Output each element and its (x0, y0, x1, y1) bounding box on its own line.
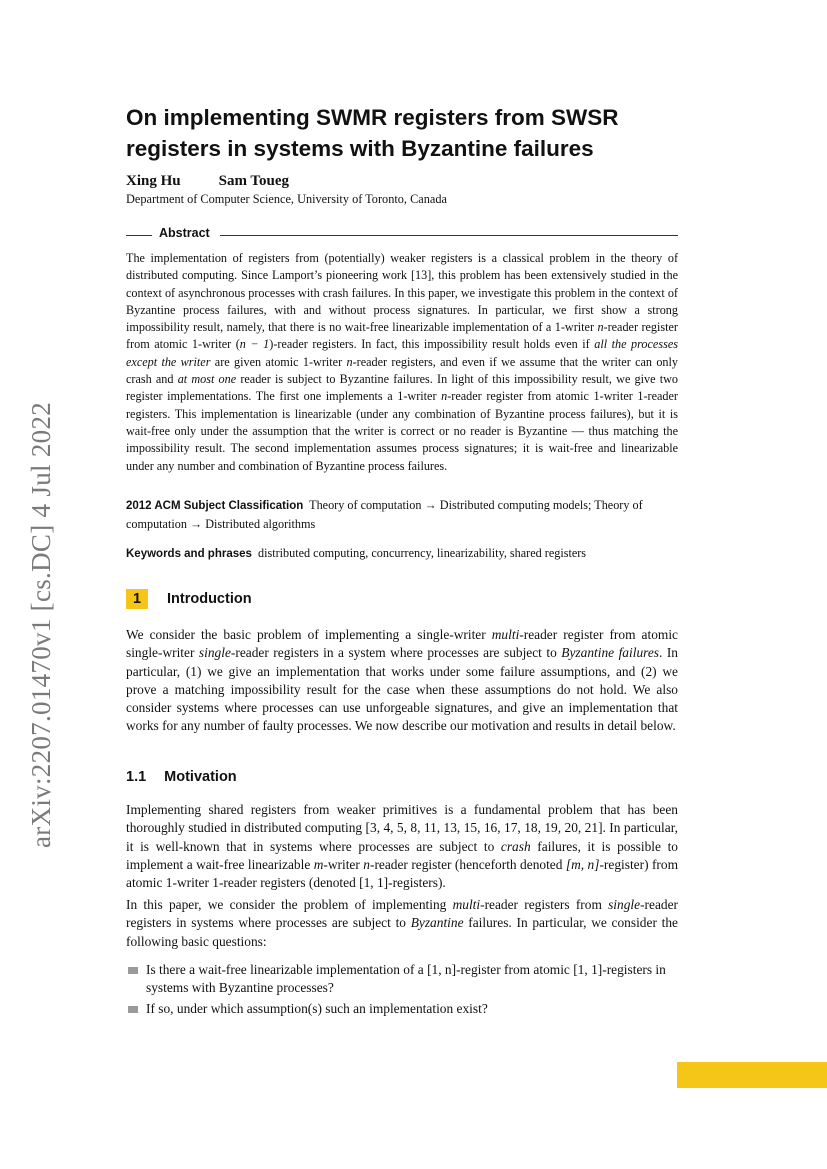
body-text: -reader register (henceforth denoted (369, 856, 566, 872)
body-text: failures. In particular, we consider the following basic questions: (126, 915, 678, 949)
intro-paragraph (126, 626, 678, 736)
body-text: -reader registers in systems where processes are subject to (126, 897, 678, 931)
abstract-text: are given atomic 1-writer (210, 354, 347, 369)
emphasis: single (608, 897, 641, 912)
acm-text: Theory of computation → Distributed computing models; Theory of computation → Distributed algorithms (126, 498, 643, 531)
abstract-text: )-reader registers. In fact, this impossibility result holds even if (269, 337, 595, 352)
keywords-text: distributed computing, concurrency, linearizability, shared registers (258, 546, 587, 560)
motivation-paragraph (126, 801, 678, 892)
body-text: We consider the basic problem of implementing a single-writer (126, 627, 492, 642)
subsection-number: 1.1 (126, 769, 147, 785)
author-list (126, 173, 327, 190)
bullet-marker (128, 967, 138, 974)
body-text: In this paper, we consider the problem of implementing (126, 897, 453, 912)
body-text: Is there a wait-free linearizable implementation of a (146, 962, 428, 977)
abstract-text: -reader registers, and even if we assume that the writer can only crash and (126, 354, 678, 387)
emphasis: at most one (177, 372, 237, 387)
author-name: Xing Hu (126, 173, 181, 189)
emphasis: multi (491, 627, 520, 642)
list-item (126, 1000, 686, 1018)
section-number-badge: 1 (126, 589, 148, 609)
body-text: -register) from atomic 1-writer 1-reader registers (denoted (126, 856, 679, 891)
paper-title (126, 102, 686, 164)
title-line-1: On implementing SWMR registers from SWSR (126, 105, 619, 130)
body-text: If so, under which assumption(s) such an implementation exist? (146, 1000, 488, 1016)
math-expr: [m, n] (565, 856, 600, 872)
body-text: -registers in systems with Byzantine processes? (146, 962, 666, 996)
abstract-text: The implementation of registers from (potentially) weaker registers is a classical problem in the theory of distributed computing. Since Lamport’s pioneering work [13], this problem has been extensively studied in the context of asynchronous processes with crash failures. In this paper, we investigate this problem in the context of Byzantine process failures, with and without process signatures. In particular, we first show a strong impossibility result, namely, that there is no wait-free linearizable implementation of a 1-writer (126, 251, 678, 335)
math-var: n (363, 856, 370, 872)
subsection-title: Motivation (164, 769, 237, 785)
title-line-2: registers in systems with Byzantine failures (126, 136, 594, 161)
body-text: -writer (323, 856, 364, 872)
emphasis: all the processes except the writer (126, 337, 678, 369)
acm-label: 2012 ACM Subject Classification (126, 500, 304, 512)
math-var: n (441, 389, 448, 404)
emphasis: Byzantine failures (561, 645, 660, 661)
body-text: -reader registers from (480, 897, 609, 912)
emphasis: crash (500, 838, 531, 854)
body-text: Implementing shared registers from weaker primitives is a fundamental problem that has been thoroughly studied in distributed computing [3, 4, 5, 8, 11, 13, 15, 16, 17, 18, 19, 20, 21]. In particular, it is well-known that in systems where processes are subject to (126, 802, 678, 854)
keywords (126, 545, 678, 564)
acm-classification (126, 497, 678, 533)
emphasis: Byzantine (410, 915, 464, 931)
math-expr: [1, 1] (359, 875, 389, 891)
body-text: -register from atomic (456, 962, 574, 977)
author-name: Sam Toueg (218, 173, 290, 189)
emphasis: single (198, 645, 231, 661)
motivation-paragraph (126, 896, 678, 951)
page-edge-tab (677, 1062, 827, 1088)
body-text: . In particular, (1) we give an implementation that works under some failure assumptions, and (2) we prove a matching impossibility result for the case when these assumptions do not hold. We also consider systems where processes can use unforgeable signatures, and give an implementation that works for any number of faulty processes. We now describe our motivation and results in detail below. (126, 645, 679, 734)
arxiv-identifier: arXiv:2207.01470v1 [cs.DC] 4 Jul 2022 (26, 401, 56, 848)
math-var: n (346, 354, 353, 369)
heading-rule (220, 235, 678, 236)
math-expr: n − 1 (239, 337, 270, 352)
subsection-heading-motivation (126, 769, 237, 785)
abstract-label: Abstract (159, 226, 210, 240)
body-text: failures, it is possible to implement a wait-free linearizable (126, 838, 679, 872)
section-title: Introduction (167, 591, 252, 607)
body-text: -reader registers in a system where processes are subject to (230, 645, 562, 661)
abstract-text: -reader register from atomic 1-writer ( (126, 320, 678, 352)
math-var: n (597, 320, 604, 335)
abstract-text: -reader register from atomic 1-writer 1-reader registers. This implementation is linearizable (under any combination of Byzantine process failures), but it is wait-free only under the assumption that the writer is correct or no reader is Byzantine — thus matching the impossibility result. The second implementation assumes process signatures; it is wait-free and linearizable under any number and combination of Byzantine process failures. (126, 389, 678, 473)
body-text: -reader register from atomic single-writer (126, 627, 678, 661)
math-var: m (313, 856, 324, 872)
list-item (126, 961, 686, 998)
emphasis: multi (452, 897, 481, 912)
abstract-body (126, 250, 678, 475)
heading-rule (126, 235, 152, 236)
keywords-label: Keywords and phrases (126, 548, 252, 560)
math-expr: [1, n] (427, 962, 457, 977)
affiliation: Department of Computer Science, University of Toronto, Canada (126, 192, 447, 206)
math-expr: [1, 1] (573, 962, 603, 977)
abstract-heading (126, 226, 678, 244)
question-list (126, 961, 686, 1020)
body-text: -registers). (388, 875, 446, 891)
bullet-marker (128, 1006, 138, 1013)
abstract-text: reader is subject to Byzantine failures. In light of this impossibility result, we give two register implementations. The first one implements a 1-writer (126, 372, 678, 404)
